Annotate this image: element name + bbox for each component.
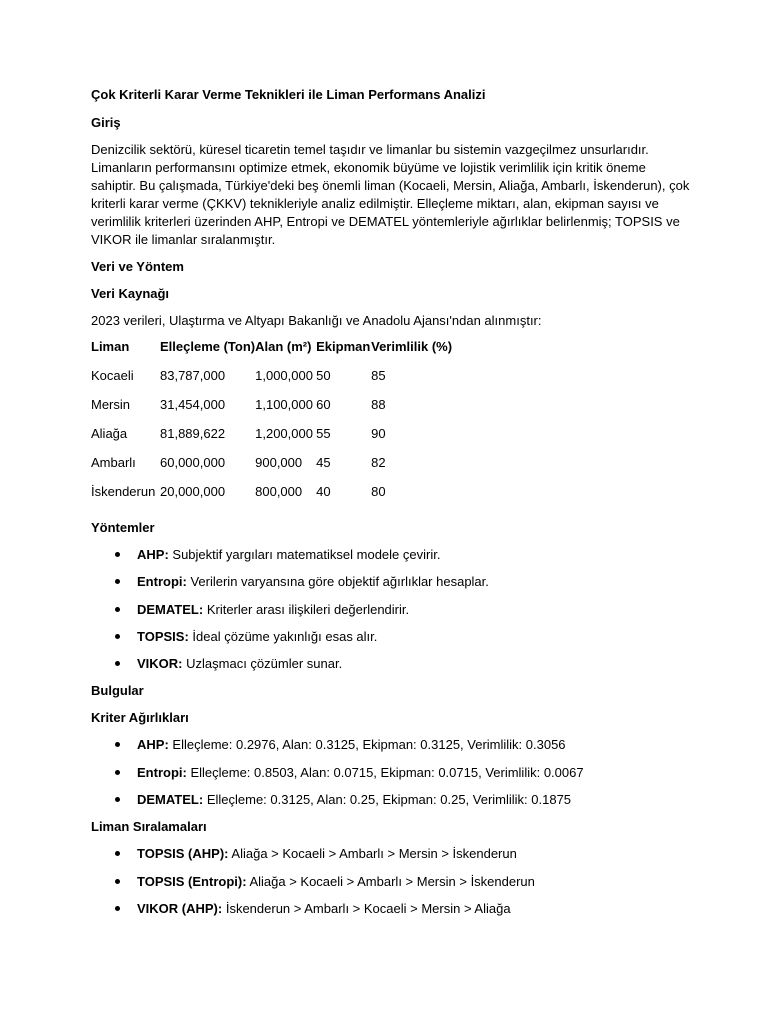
item-label: DEMATEL: [137, 601, 204, 617]
table-cell: 1,000,000 [255, 368, 313, 383]
item-text: Elleçleme: 0.8503, Alan: 0.0715, Ekipman: 0.0715, Verimlilik: 0.0067 [190, 764, 584, 780]
table-row [91, 397, 491, 426]
item-label: Entropi: [137, 764, 187, 780]
table-row [91, 455, 491, 484]
item-text: Subjektif yargıları matematiksel modele çevirir. [172, 547, 441, 562]
bullet-icon [115, 552, 120, 557]
table-cell: İskenderun [91, 484, 156, 499]
list-item [91, 573, 691, 591]
port-data-table [91, 339, 491, 513]
list-item [91, 764, 691, 782]
data-method-heading: Veri ve Yöntem [91, 259, 184, 274]
bullet-icon [115, 770, 120, 775]
item-label: VIKOR: [137, 656, 183, 672]
column-header: Verimlilik (%) [371, 339, 453, 354]
table-cell: 40 [316, 484, 331, 499]
table-cell: 31,454,000 [160, 397, 226, 412]
table-cell: 50 [316, 368, 331, 383]
item-label: VIKOR (AHP): [137, 900, 223, 916]
bullet-icon [115, 906, 120, 911]
item-label: TOPSIS: [137, 628, 189, 644]
table-cell: 85 [371, 368, 386, 383]
item-text: Uzlaşmacı çözümler sunar. [186, 656, 343, 672]
table-cell: 800,000 [255, 484, 303, 499]
table-header-row [91, 339, 491, 368]
column-header: Liman [91, 339, 130, 354]
table-cell: Mersin [91, 397, 131, 412]
document-title: Çok Kriterli Karar Verme Teknikleri ile Liman Performans Analizi [91, 87, 486, 102]
column-header: Ekipman [316, 339, 371, 354]
column-header: Elleçleme (Ton) [160, 339, 256, 354]
table-cell: 60 [316, 397, 331, 412]
table-cell: 900,000 [255, 455, 303, 470]
list-item [91, 601, 691, 619]
table-row [91, 426, 491, 455]
item-text: İdeal çözüme yakınlığı esas alır. [192, 628, 378, 644]
item-text: Aliağa > Kocaeli > Ambarlı > Mersin > İskenderun [249, 873, 535, 889]
document-page [91, 86, 691, 927]
weights-list [91, 736, 691, 809]
table-cell: Aliağa [91, 426, 128, 441]
bullet-icon [115, 797, 120, 802]
item-label: Entropi: [137, 574, 187, 590]
item-label: AHP: [137, 737, 169, 753]
table-cell: 81,889,622 [160, 426, 226, 441]
data-source-heading: Veri Kaynağı [91, 286, 170, 301]
methods-list [91, 546, 691, 673]
column-header: Alan (m²) [255, 339, 312, 354]
findings-heading: Bulgular [91, 683, 144, 699]
item-text: İskenderun > Ambarlı > Kocaeli > Mersin > Aliağa [225, 900, 511, 916]
table-cell: 83,787,000 [160, 368, 226, 383]
item-text: Verilerin varyansına göre objektif ağırlıklar hesaplar. [190, 574, 489, 590]
list-item [91, 736, 691, 754]
list-item [91, 628, 691, 646]
table-row [91, 484, 491, 513]
bullet-icon [115, 579, 120, 584]
item-label: DEMATEL: [137, 792, 204, 808]
table-cell: 80 [371, 484, 386, 499]
table-cell: 82 [371, 455, 386, 470]
item-text: Elleçleme: 0.3125, Alan: 0.25, Ekipman: 0.25, Verimlilik: 0.1875 [206, 792, 572, 808]
data-source-text: 2023 verileri, Ulaştırma ve Altyapı Bakanlığı ve Anadolu Ajansı'ndan alınmıştır: [91, 313, 542, 328]
bullet-icon [115, 607, 120, 612]
table-cell: 55 [316, 426, 331, 441]
item-text: Elleçleme: 0.2976, Alan: 0.3125, Ekipman: 0.3125, Verimlilik: 0.3056 [172, 737, 566, 753]
weights-heading: Kriter Ağırlıkları [91, 710, 189, 726]
bullet-icon [115, 742, 120, 747]
list-item [91, 873, 691, 891]
table-cell: Kocaeli [91, 368, 134, 383]
list-item [91, 791, 691, 809]
table-row [91, 368, 491, 397]
list-item [91, 900, 691, 918]
intro-heading: Giriş [91, 115, 121, 130]
list-item [91, 655, 691, 673]
bullet-icon [115, 851, 120, 856]
table-cell: Ambarlı [91, 455, 136, 470]
item-text: Kriterler arası ilişkileri değerlendirir. [206, 601, 410, 617]
bullet-icon [115, 634, 120, 639]
item-label: TOPSIS (Entropi): [137, 873, 247, 889]
list-item [91, 845, 691, 863]
table-cell: 60,000,000 [160, 455, 226, 470]
table-cell: 20,000,000 [160, 484, 226, 499]
bullet-icon [115, 661, 120, 666]
rankings-heading: Liman Sıralamaları [91, 819, 207, 835]
table-cell: 45 [316, 455, 331, 470]
table-cell: 90 [371, 426, 386, 441]
table-cell: 1,200,000 [255, 426, 313, 441]
table-cell: 88 [371, 397, 386, 412]
bullet-icon [115, 879, 120, 884]
item-text: Aliağa > Kocaeli > Ambarlı > Mersin > İskenderun [231, 846, 517, 862]
list-item [91, 546, 691, 564]
intro-paragraph: Denizcilik sektörü, küresel ticaretin temel taşıdır ve limanlar bu sistemin vazgeçilmez unsurlarıdır. Limanların performansını optimize etmek, ekonomik büyüme ve lojistik verimlilik için kritik öneme sahiptir. Bu çalışmada, Türkiye'deki beş önemli liman (Kocaeli, Mersin, Aliağa, Ambarlı, İskenderun), çok kriterli karar verme (ÇKKV) teknikleriyle analiz edilmiştir. Elleçleme miktarı, alan, ekipman sayısı ve verimlilik kriterleri üzerinden AHP, Entropi ve DEMATEL yöntemleriyle ağırlıklar belirlenmiş; TOPSIS ve VIKOR ile limanlar sıralanmıştır. [91, 142, 690, 247]
item-label: TOPSIS (AHP): [137, 846, 229, 862]
table-cell: 1,100,000 [255, 397, 313, 412]
rankings-list [91, 845, 691, 918]
item-label: AHP: [137, 547, 169, 562]
methods-heading: Yöntemler [91, 520, 155, 535]
